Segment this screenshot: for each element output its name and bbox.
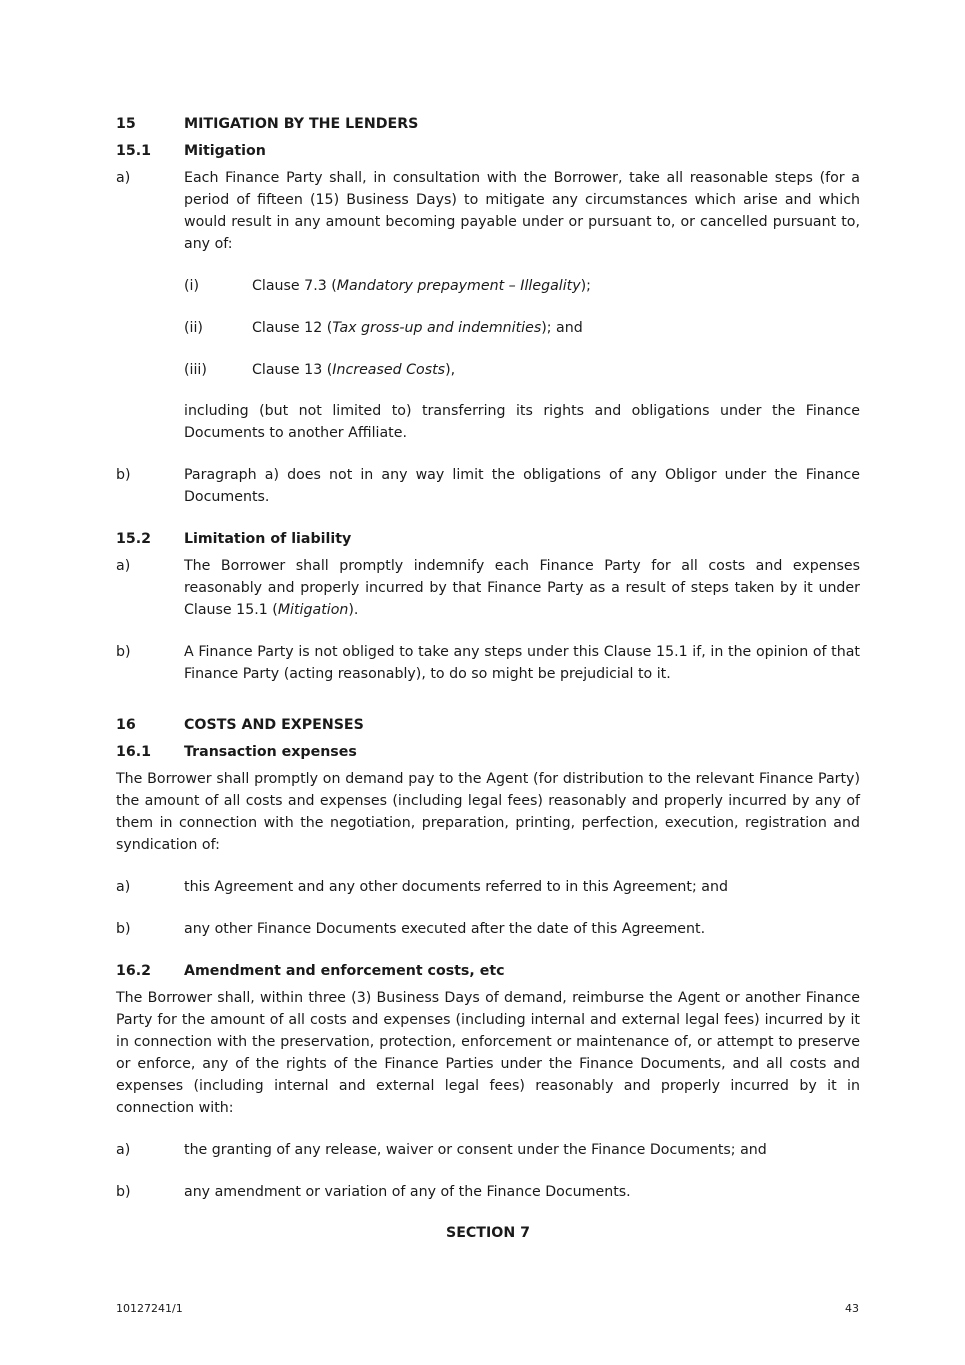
clause-15-1-a-tail: including (but not limited to) transferring its rights and obligations under the Finance Documents to another Affiliate. [184,403,860,441]
clause-16-1-number: 16.1 [116,744,152,760]
clause-16-2-a-text: the granting of any release, waiver or consent under the Finance Documents; and [184,1142,767,1158]
clause-15-number: 15 [116,116,136,132]
clause-15-1-item-iii-label: (iii) [184,362,207,378]
clause-16-2-b-text: any amendment or variation of any of the Finance Documents. [184,1184,631,1200]
clause-16-title: COSTS AND EXPENSES [184,717,364,733]
clause-16-number: 16 [116,717,136,733]
clause-16-1-intro: The Borrower shall promptly on demand pay to the Agent (for distribution to the relevant Finance Party) the amount of all costs and expenses (including legal fees) reasonably and properly incurred by any of them in connection with the negotiation, preparation, printing, perfection, execution, registration and syndication of: [116,771,860,853]
clause-15-2-b-text: A Finance Party is not obliged to take any steps under this Clause 15.1 if, in the opinion of that Finance Party (acting reasonably), to do so might be prejudicial to it. [184,644,860,682]
clause-15-1-a-text: Each Finance Party shall, in consultation with the Borrower, take all reasonable steps (for a period of fifteen (15) Business Days) to mitigate any circumstances which arise and which would result in any amount becoming payable under or pursuant to, or cancelled pursuant to, any of: [184,170,860,252]
clause-16-1-b-label: b) [116,921,131,937]
clause-15-2-b-label: b) [116,644,131,660]
clause-16-1-b-text: any other Finance Documents executed after the date of this Agreement. [184,921,706,937]
clause-15-2-a-label: a) [116,558,131,574]
clause-15-1-item-ii-label: (ii) [184,320,203,336]
clause-16-2-a-label: a) [116,1142,131,1158]
clause-15-1-item-i-label: (i) [184,278,200,294]
clause-15-2-title: Limitation of liability [184,531,352,547]
clause-15-1-b-text: Paragraph a) does not in any way limit the obligations of any Obligor under the Finance Documents. [184,467,860,505]
clause-16-2-title: Amendment and enforcement costs, etc [184,963,505,979]
clause-15-1-item-ii-text: Clause 12 (Tax gross-up and indemnities); and [252,320,583,336]
clause-16-2-b-label: b) [116,1184,131,1200]
clause-15-1-item-i-text: Clause 7.3 (Mandatory prepayment – Illegality); [252,278,591,294]
clause-16-1-title: Transaction expenses [184,744,357,760]
footer-page-number: 43 [845,1302,859,1315]
clause-16-2-intro: The Borrower shall, within three (3) Business Days of demand, reimburse the Agent or another Finance Party for the amount of all costs and expenses (including internal and external legal fees) incurred by it in connection with the preservation, protection, enforcement or maintenance of, or attempt to preserve or enforce, any of the rights of the Finance Parties under the Finance Documents, and all costs and expenses (including internal and external legal fees) reasonably and properly incurred by it in connection with: [116,990,860,1116]
clause-16-1-a-text: this Agreement and any other documents referred to in this Agreement; and [184,879,728,895]
clause-15-title: MITIGATION BY THE LENDERS [184,116,419,132]
section-label: SECTION 7 [445,1225,531,1241]
clause-15-1-a-label: a) [116,170,131,186]
clause-15-2-a-text: The Borrower shall promptly indemnify each Finance Party for all costs and expenses reasonably and properly incurred by that Finance Party as a result of steps taken by it under Clause 15.1 (Mitigation). [184,558,860,618]
clause-16-2-number: 16.2 [116,963,152,979]
footer-doc-ref: 10127241/1 [116,1302,183,1315]
clause-15-1-number: 15.1 [116,143,152,159]
clause-15-1-item-iii-text: Clause 13 (Increased Costs), [252,362,456,378]
clause-15-1-b-label: b) [116,467,131,483]
clause-15-1-title: Mitigation [184,143,266,159]
clause-16-1-a-label: a) [116,879,131,895]
clause-15-2-number: 15.2 [116,531,152,547]
